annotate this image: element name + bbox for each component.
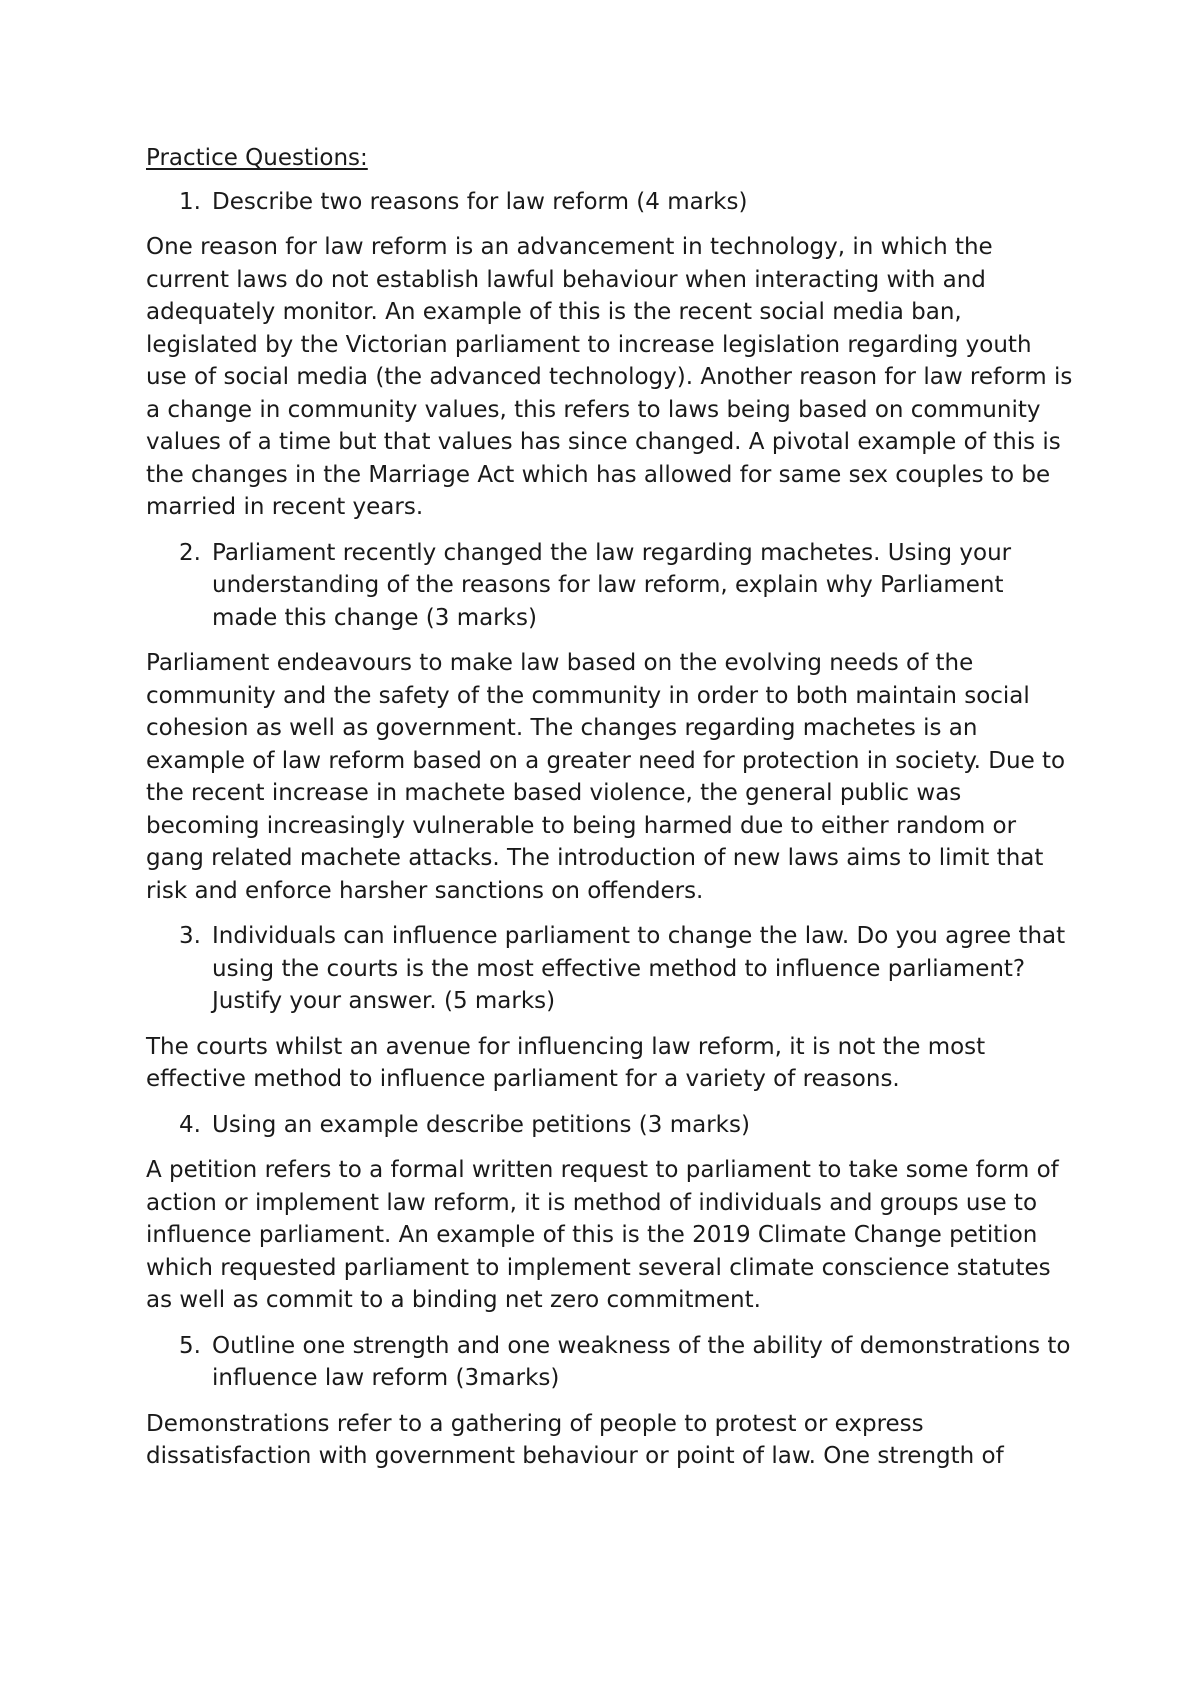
question-text: Using an example describe petitions (3 marks) [212,1111,750,1138]
question-text: Parliament recently changed the law regarding machetes. Using your understanding of the reasons for law reform, explain why Parliament made this change (3 marks) [212,539,1012,631]
question-number: 2. [179,539,201,566]
question-number: 1. [179,188,201,215]
question-1 [146,186,1076,219]
question-5 [146,1330,1076,1395]
answer-4: A petition refers to a formal written request to parliament to take some form of action or implement law reform, it is method of individuals and groups use to influence parliament. An example of this is the 2019 Climate Change petition which requested parliament to implement several climate conscience statutes as well as commit to a binding net zero commitment. [146,1157,1059,1313]
question-number: 5. [179,1332,201,1359]
document-heading: Practice Questions: [146,145,368,171]
document-body [146,142,1076,1486]
answer-2: Parliament endeavours to make law based on the evolving needs of the community and the safety of the community in order to both maintain social cohesion as well as government. The changes regarding machetes is an example of law reform based on a greater need for protection in society. Due to the recent increase in machete based violence, the general public was becoming increasingly vulnerable to being harmed due to either random or gang related machete attacks. The introduction of new laws aims to limit that risk and enforce harsher sanctions on offenders. [146,650,1066,904]
question-3 [146,920,1076,1018]
answer-3: The courts whilst an avenue for influencing law reform, it is not the most effective method to influence parliament for a variety of reasons. [146,1033,986,1092]
answer-1: One reason for law reform is an advancement in technology, in which the current laws do not establish lawful behaviour when interacting with and adequately monitor. An example of this is the recent social media ban, legislated by the Victorian parliament to increase legislation regarding youth use of social media (the advanced technology). Another reason for law reform is a change in community values, this refers to laws being based on community values of a time but that values has since changed. A pivotal example of this is the changes in the Marriage Act which has allowed for same sex couples to be married in recent years. [146,234,1073,520]
answer-5: Demonstrations refer to a gathering of people to protest or express dissatisfaction with government behaviour or point of law. One strength of [146,1410,1004,1469]
question-text: Describe two reasons for law reform (4 marks) [212,188,748,215]
question-2 [146,537,1076,635]
question-text: Outline one strength and one weakness of the ability of demonstrations to influence law reform (3marks) [212,1332,1071,1391]
question-4 [146,1109,1076,1142]
question-text: Individuals can influence parliament to change the law. Do you agree that using the courts is the most effective method to influence parliament? Justify your answer. (5 marks) [212,923,1066,1014]
question-number: 3. [179,923,201,949]
question-number: 4. [179,1111,201,1138]
